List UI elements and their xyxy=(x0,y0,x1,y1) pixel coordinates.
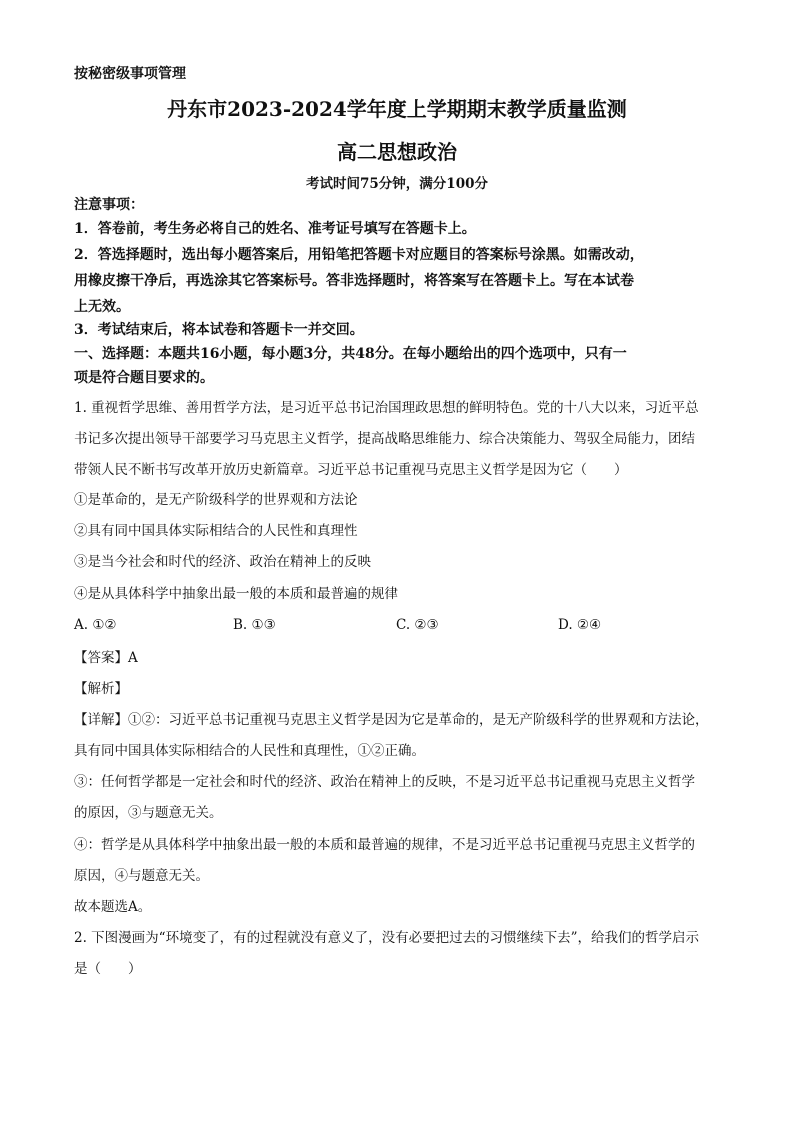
q1-detail-line-2: 具有同中国具体实际相结合的人民性和真理性，①②正确。 xyxy=(74,743,425,759)
secrecy-label: 按秘密级事项管理 xyxy=(74,66,186,82)
q1-option-a: A. ①② xyxy=(74,617,117,633)
q1-option-b: B. ①③ xyxy=(233,617,276,633)
q1-statement-2: ②具有同中国具体实际相结合的人民性和真理性 xyxy=(74,523,358,539)
notice-item-3: 3．考试结束后，将本试卷和答题卡一并交回。 xyxy=(74,322,364,338)
q1-analysis-label: 【解析】 xyxy=(74,681,128,697)
q1-stem-line-1: 1. 重视哲学思维、善用哲学方法，是习近平总书记治国理政思想的鲜明特色。党的十八大以来，习近平总 xyxy=(74,400,699,416)
q2-stem-line-2: 是（ ） xyxy=(74,961,142,977)
notice-item-1: 1．答卷前，考生务必将自己的姓名、准考证号填写在答题卡上。 xyxy=(74,221,476,237)
exam-title: 丹东市2023-2024学年度上学期期末教学质量监测 xyxy=(167,97,627,121)
q1-detail-line-5: ④：哲学是从具体科学中抽象出最一般的本质和最普遍的规律，不是习近平总书记重视马克思主义哲学的 xyxy=(74,837,695,853)
q1-answer: 【答案】A xyxy=(74,650,138,666)
q1-detail-line-4: 的原因，③与题意无关。 xyxy=(74,805,223,821)
notice-item-2-line-2: 用橡皮擦干净后，再选涂其它答案标号。答非选择题时，将答案写在答题卡上。写在本试卷 xyxy=(74,273,634,289)
notice-item-2-line-1: 2．答选择题时，选出每小题答案后，用铅笔把答题卡对应题目的答案标号涂黑。如需改动， xyxy=(74,247,644,263)
section-1-line-1: 一、选择题：本题共16小题，每小题3分，共48分。在每小题给出的四个选项中，只有一 xyxy=(74,346,627,362)
subject-title: 高二思想政治 xyxy=(337,140,457,164)
q1-detail-line-1: 【详解】①②：习近平总书记重视马克思主义哲学是因为它是革命的，是无产阶级科学的世界观和方法论， xyxy=(74,712,709,728)
q1-statement-3: ③是当今社会和时代的经济、政治在精神上的反映 xyxy=(74,554,371,570)
notice-item-2-line-3: 上无效。 xyxy=(74,299,130,315)
q1-detail-line-6: 原因，④与题意无关。 xyxy=(74,868,209,884)
q1-option-c: C. ②③ xyxy=(396,617,439,633)
q1-statement-1: ①是革命的，是无产阶级科学的世界观和方法论 xyxy=(74,492,358,508)
q1-stem-line-2: 书记多次提出领导干部要学习马克思主义哲学，提高战略思维能力、综合决策能力、驾驭全局能力，团结 xyxy=(74,431,695,447)
q1-detail-line-3: ③：任何哲学都是一定社会和时代的经济、政治在精神上的反映，不是习近平总书记重视马克思主义哲学 xyxy=(74,774,695,790)
q1-option-d: D. ②④ xyxy=(558,617,602,633)
q1-statement-4: ④是从具体科学中抽象出最一般的本质和最普遍的规律 xyxy=(74,586,398,602)
q1-conclusion: 故本题选A。 xyxy=(74,899,152,915)
exam-time: 考试时间75分钟，满分100分 xyxy=(306,176,488,192)
section-1-line-2: 项是符合题目要求的。 xyxy=(74,370,214,386)
q1-stem-line-3: 带领人民不断书写改革开放历史新篇章。习近平总书记重视马克思主义哲学是因为它（ ） xyxy=(74,462,628,478)
notice-heading: 注意事项： xyxy=(74,197,144,213)
q2-stem-line-1: 2. 下图漫画为“环境变了，有的过程就没有意义了，没有必要把过去的习惯继续下去”，给我们的哲学启示 xyxy=(74,930,699,946)
